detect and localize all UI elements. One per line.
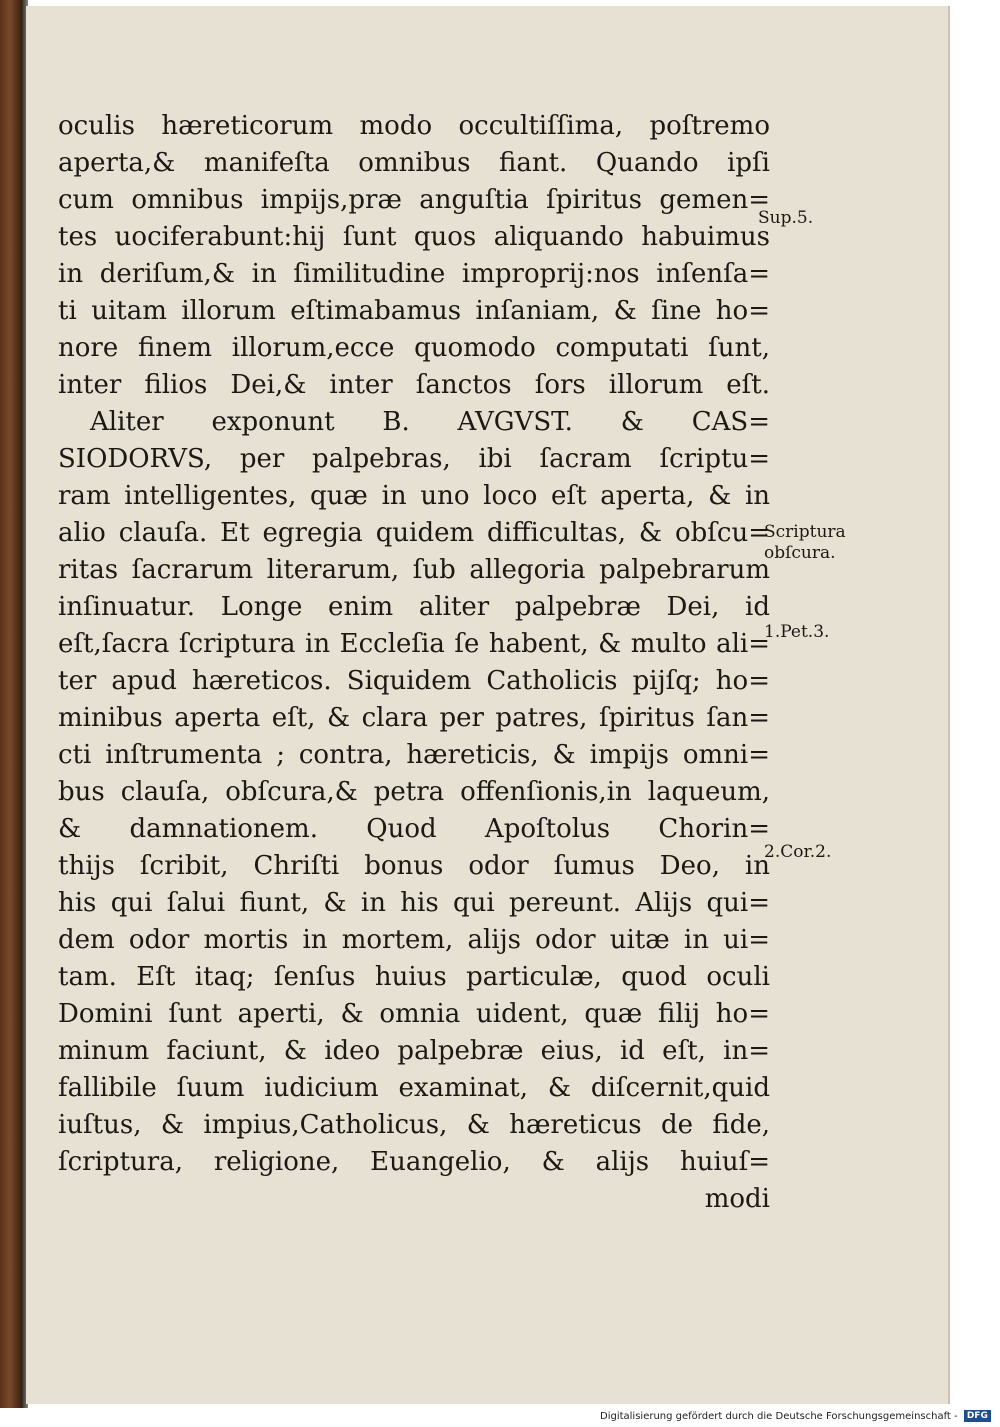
digitization-credit (600, 1410, 990, 1424)
scan-background (950, 0, 1000, 1408)
text-line: inſinuatur. Longe enim aliter palpebræ Dei, id (58, 592, 770, 622)
body-text (58, 108, 770, 1218)
text-line: nore finem illorum,ecce quomodo computati ſunt, (58, 333, 770, 363)
text-line: inter filios Dei,& inter ſanctos ſors illorum eſt. (58, 370, 770, 400)
margin-note-pet: 1.Pet.3. (764, 622, 830, 642)
dfg-logo: DFG (964, 1410, 991, 1422)
text-line: tes uociferabunt:hij ſunt quos aliquando habuimus (58, 222, 770, 252)
text-line: thijs ſcribit, Chriſti bonus odor ſumus Deo, in (58, 851, 770, 881)
text-line: minibus aperta eſt, & clara per patres, ſpiritus ſan= (58, 703, 770, 733)
text-line: ſcriptura, religione, Euangelio, & alijs huiuſ= (58, 1147, 770, 1177)
margin-note-sup: Sup.5. (758, 208, 814, 228)
text-line: ter apud hæreticos. Siquidem Catholicis pijſq; ho= (58, 666, 770, 696)
margin-note-cor: 2.Cor.2. (764, 842, 832, 862)
text-line: minum faciunt, & ideo palpebræ eius, id eſt, in= (58, 1036, 770, 1066)
text-line: ti uitam illorum eſtimabamus inſaniam, & ſine ho= (58, 296, 770, 326)
text-line: Domini ſunt aperti, & omnia uident, quæ filij ho= (58, 999, 770, 1029)
credit-text: Digitalisierung gefördert durch die Deutsche Forschungsgemeinschaft - (600, 1411, 958, 1422)
text-line: Aliter exponunt B. AVGVST. & CAS= (90, 407, 770, 437)
text-line: ram intelligentes, quæ in uno loco eſt aperta, & in (58, 481, 770, 511)
text-line: SIODORVS, per palpebras, ibi ſacram ſcriptu= (58, 444, 770, 474)
margin-note-scriptura: Scriptura (764, 522, 846, 542)
text-line: ritas ſacrarum literarum, ſub allegoria palpebrarum (58, 555, 770, 585)
text-line: eſt,ſacra ſcriptura in Eccleſia ſe habent, & multo ali= (58, 629, 770, 659)
book-cover-edge (0, 0, 22, 1408)
text-line: fallibile ſuum iudicium examinat, & diſcernit,quid (58, 1073, 770, 1103)
margin-note-obscura: obſcura. (764, 543, 836, 563)
text-line: tam. Eſt itaq; ſenſus huius particulæ, quod oculi (58, 962, 770, 992)
text-line: dem odor mortis in mortem, alijs odor uitæ in ui= (58, 925, 770, 955)
text-line: cti inſtrumenta ; contra, hæreticis, & impijs omni= (58, 740, 770, 770)
text-line: bus clauſa, obſcura,& petra offenſionis,in laqueum, (58, 777, 770, 807)
text-line: his qui ſalui fiunt, & in his qui pereunt. Alijs qui= (58, 888, 770, 918)
text-line: alio clauſa. Et egregia quidem difficultas, & obſcu= (58, 518, 770, 548)
text-line: in deriſum,& in ſimilitudine improprij:nos inſenſa= (58, 259, 770, 289)
text-line: cum omnibus impijs,præ anguſtia ſpiritus gemen= (58, 185, 770, 215)
catchword: modi (704, 1184, 770, 1214)
text-line: & damnationem. Quod Apoſtolus Chorin= (58, 814, 770, 844)
text-line: aperta,& manifeſta omnibus fiant. Quando ipſi (58, 148, 770, 178)
text-line: oculis hæreticorum modo occultiſſima, poſtremo (58, 111, 770, 141)
text-line: iuſtus, & impius,Catholicus, & hæreticus de fide, (58, 1110, 770, 1140)
